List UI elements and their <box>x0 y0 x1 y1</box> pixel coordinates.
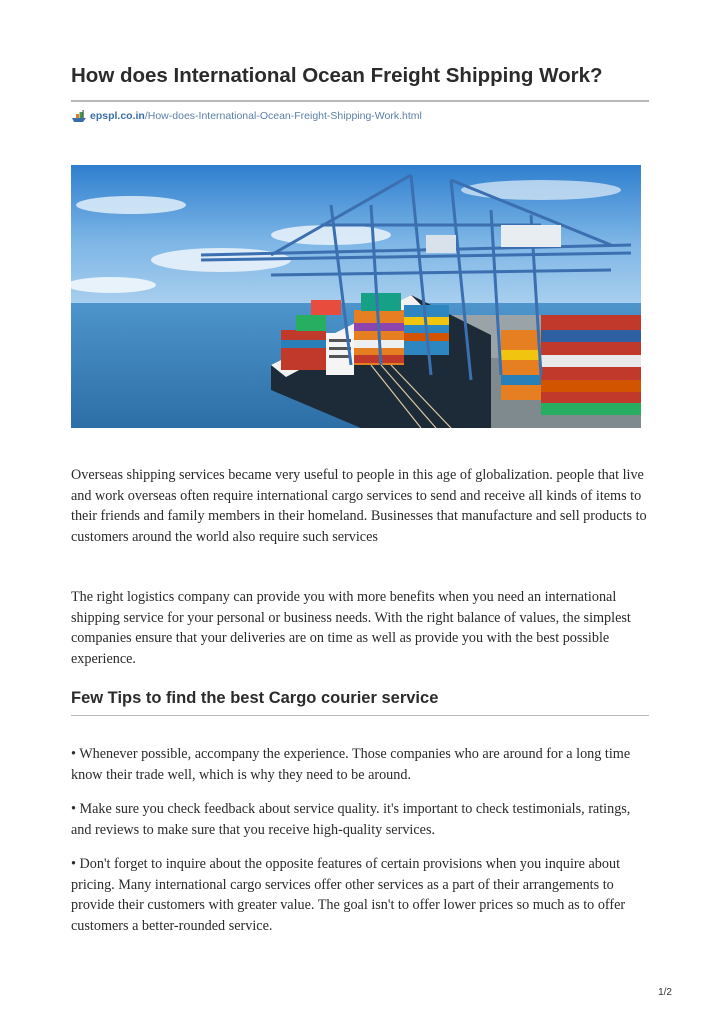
tip-item: • Make sure you check feedback about service quality. it's important to check testimonials, ratings, and reviews to make sure that you receive high-quality services. <box>71 801 631 838</box>
ship-favicon-icon <box>71 109 87 123</box>
logistics-paragraph: The right logistics company can provide you with more benefits when you need an international shipping service for your personal or business needs. With the right balance of values, the simplest companies ensure that your deliveries are on time as well as provide you with the best possible experience. <box>71 589 631 667</box>
source-domain[interactable]: epspl.co.in <box>90 110 145 122</box>
intro-paragraph: Overseas shipping services became very useful to people in this age of globalization. people that live and work overseas often require international cargo services to send and receive all kinds of items to their friends and family members in their homeland. Businesses that manufacture and sell products to customers around the world also require such services <box>71 467 647 545</box>
page-number: 1/2 <box>658 987 672 998</box>
tip-item: • Don't forget to inquire about the opposite features of certain provisions when you inquire about pricing. Many international cargo services offer other services as a part of their arrangements to provide their customers with greater value. The goal isn't to offer lower prices so much as to offer customers a better-rounded service. <box>71 856 626 934</box>
title-divider <box>71 100 649 102</box>
page-title: How does International Ocean Freight Shipping Work? <box>71 64 603 87</box>
cargo-port-image <box>71 165 641 428</box>
section-divider <box>71 715 649 716</box>
source-link[interactable] <box>71 108 422 124</box>
tip-item: • Whenever possible, accompany the experience. Those companies who are around for a long time know their trade well, which is why they need to be around. <box>71 746 631 783</box>
section-heading: Few Tips to find the best Cargo courier service <box>71 689 439 707</box>
source-path[interactable]: /How-does-International-Ocean-Freight-Shipping-Work.html <box>144 110 422 122</box>
